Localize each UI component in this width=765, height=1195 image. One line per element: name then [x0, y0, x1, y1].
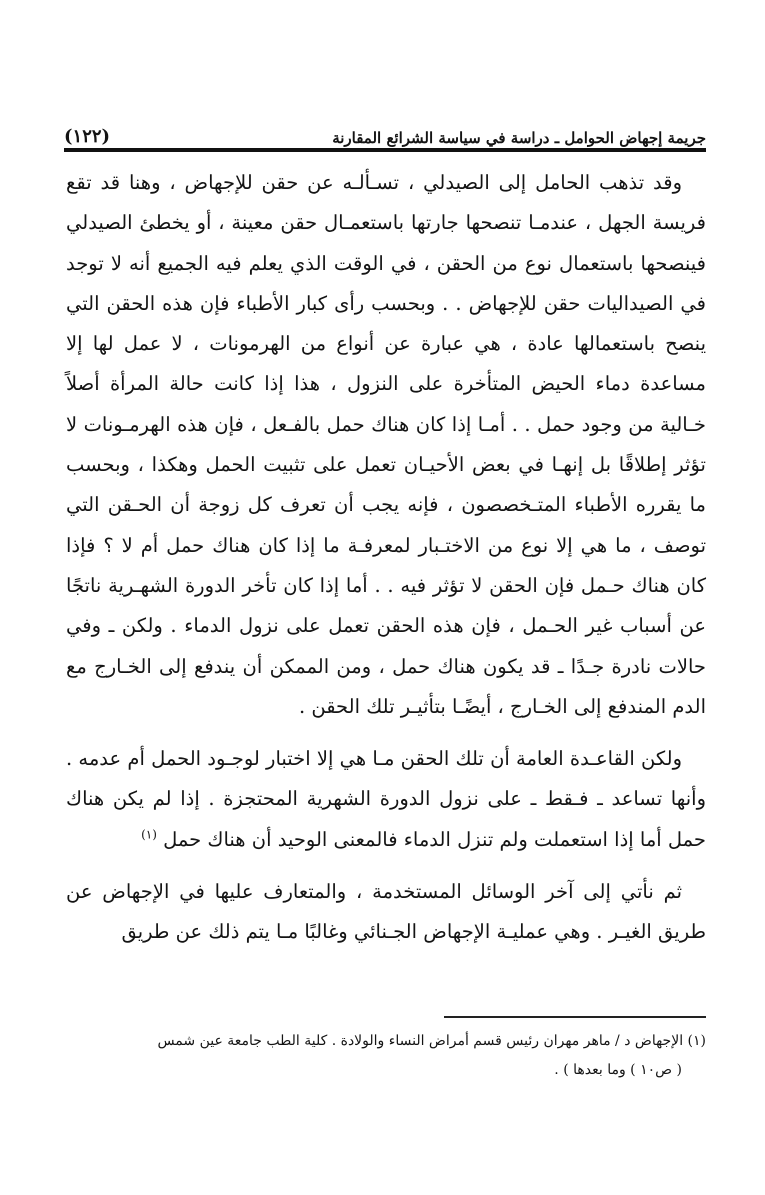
- footnote-line-1: (١) الإجهاض د / ماهر مهران رئيس قسم أمراض النساء والولادة . كلية الطب جامعة عين شمس: [157, 1033, 706, 1049]
- footnote: [66, 1027, 706, 1085]
- paragraph-1: [66, 163, 706, 727]
- footnote-line-2: ( ص١٠ ) وما بعدها ) .: [554, 1062, 682, 1078]
- paragraph-2: [66, 739, 706, 860]
- paragraph-3-text: ثم نأتي إلى آخر الوسائل المستخدمة ، والمتعارف عليها في الإجهاض عن طريق الغيـر . وهي عمليـة الإجهاض الجـنائي وغالبًا مـا يتم ذلك عن طريق: [66, 880, 706, 944]
- body-text: [66, 163, 706, 953]
- footnote-separator: [444, 1016, 706, 1018]
- paragraph-2-text: ولكن القاعـدة العامة أن تلك الحقن مـا هي إلا اختبار لوجـود الحمل أم عدمه . وأنها تساعد ـ فـقط ـ على نزول الدورة الشهرية المحتجزة . إذا لم يكن هناك حمل أما إذا استعملت ولم تنزل الدماء فالمعنى الوحيد أن هناك حمل: [66, 747, 706, 851]
- paragraph-1-text: وقد تذهب الحامل إلى الصيدلي ، تسـألـه عن حقن للإجهاض ، وهنا قد تقع فريسة الجهل ، عندمـا تنصحها جارتها باستعمـال حقن معينة ، أو يخطئ الصيدلي فينصحها باستعمال نوع من الحقن ، في الوقت الذي يعلم فيه الجميع أنه لا توجد في الصيداليات حقن للإجهاض . . وبحسب رأى كبار الأطباء فإن هذه الحقن التي ينصح باستعمالها عادة ، هي عبارة عن أنواع من الهرمونات ، لا عمل لها إلا مساعدة دماء الحيض المتأخرة على النزول ، هذا إذا كانت حالة المرأة أصلاً خـالية من وجود حمل . . أمـا إذا كان هناك حمل بالفـعل ، فإن هذه الهرمـونات لا تؤثر إطلاقًا بل إنهـا في بعض الأحيـان تعمل على تثبيت الحمل وهكذا ، وبحسب ما يقرره الأطباء المتـخصصون ، فإنه يجب أن تعرف كل زوجة أن الحـقن التي توصف ، ما هي إلا نوع من الاختـبار لمعرفـة ما إذا كان هناك حمل أم لا ؟ فإذا كان هناك حـمل فإن الحقن لا تؤثر فيه . . أما إذا كان تأخر الدورة الشهـرية ناتجًا عن أسباب غير الحـمل ، فإن هذه الحقن تعمل على نزول الدماء . ولكن ـ وفي حالات نادرة جـدًا ـ قد يكون هناك حمل ، ومن الممكن أن يندفع إلى الخـارج مع الدم المندفع إلى الخـارج ، أيضًـا بتأثيـر تلك الحقن .: [66, 171, 706, 718]
- paragraph-3: [66, 872, 706, 953]
- page-header: [64, 112, 706, 146]
- running-title: جريمة إجهاض الحوامل ـ دراسة في سياسة الشرائع المقارنة: [332, 129, 706, 147]
- footnote-reference[interactable]: (١): [141, 827, 157, 842]
- page-number: (١٢٢): [64, 126, 111, 147]
- header-rule: [64, 148, 706, 152]
